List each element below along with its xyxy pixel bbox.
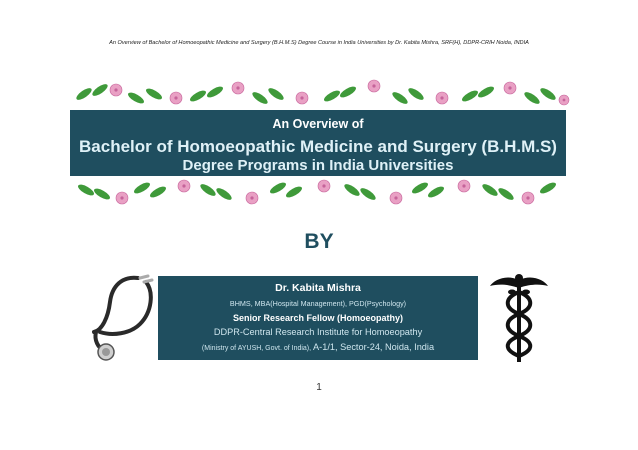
stethoscope-icon [82, 272, 162, 364]
title-overview: An Overview of [272, 117, 364, 131]
author-address-line [158, 342, 478, 352]
author-name: Dr. Kabita Mishra [275, 282, 361, 294]
title-programs: Degree Programs in India Universities [182, 157, 454, 174]
page-number: 1 [316, 382, 322, 393]
author-info-box [158, 276, 478, 360]
floral-garland-top [70, 76, 572, 110]
floral-garland-bottom [70, 176, 572, 210]
by-label: BY [304, 230, 334, 253]
author-institute: DDPR-Central Research Institute for Homoeopathy [213, 327, 423, 337]
title-banner [70, 110, 566, 176]
author-ministry: (Ministry of AYUSH, Govt. of India), [201, 345, 314, 352]
running-header: An Overview of Bachelor of Homoeopathic Medicine and Surgery (B.H.M.S) Degree Course in India Universities by Dr. Kabita Mishra, SRF(H), DDPR-CRIH Noida, INDIA [109, 40, 529, 46]
author-address: A-1/1, Sector-24, Noida, India [313, 342, 435, 352]
title-degree: Bachelor of Homoeopathic Medicine and Surgery (B.H.M.S) [79, 137, 557, 156]
author-position: Senior Research Fellow (Homoeopathy) [232, 313, 404, 323]
author-qualifications: BHMS, MBA(Hospital Management), PGD(Psychology) [229, 299, 407, 308]
caduceus-icon [488, 272, 550, 364]
